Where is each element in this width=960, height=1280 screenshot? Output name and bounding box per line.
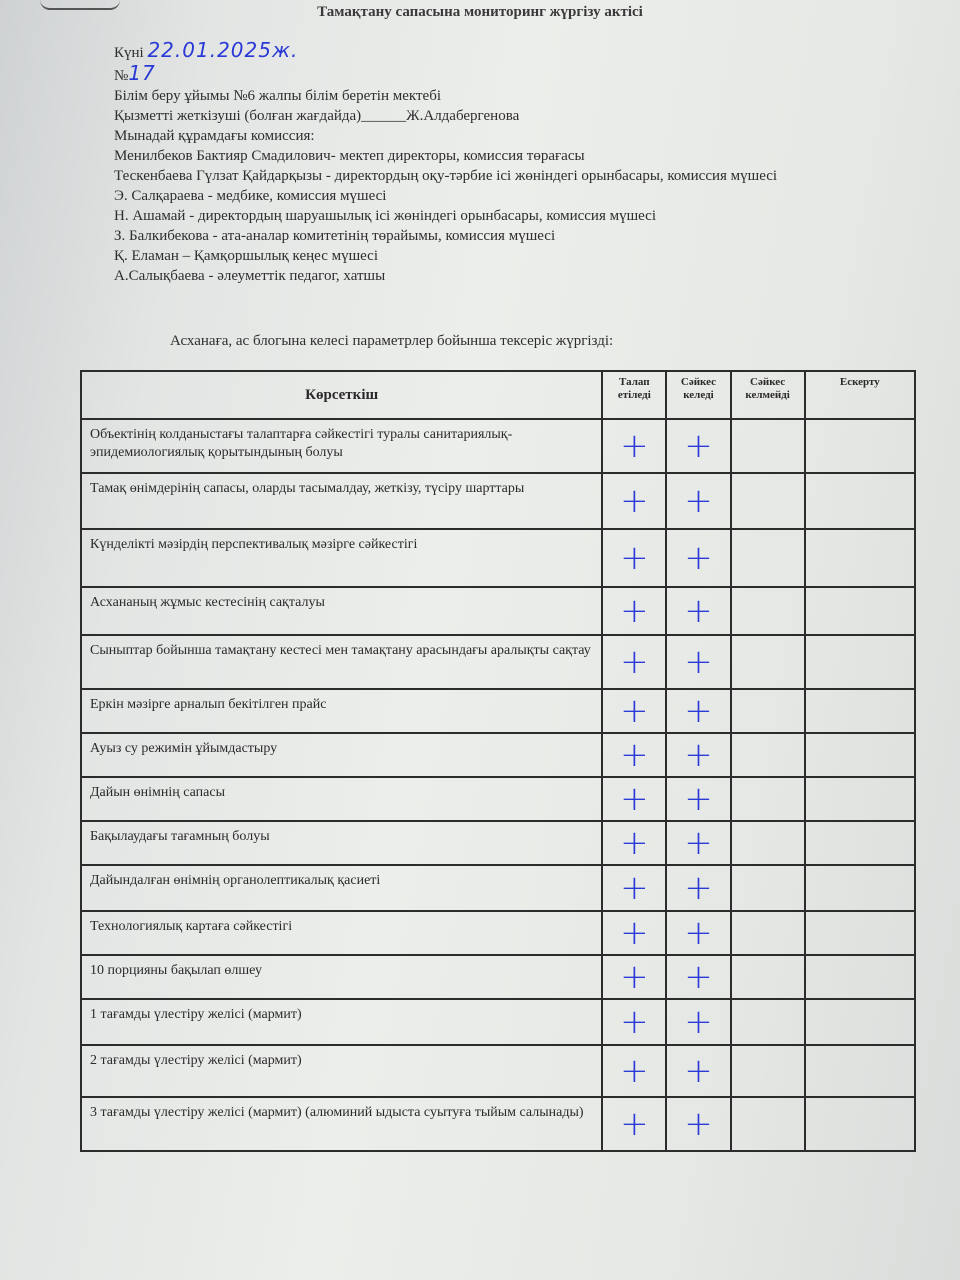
compliant-mark: + bbox=[666, 999, 730, 1045]
table-row bbox=[81, 777, 915, 821]
noncompliant-cell bbox=[731, 529, 805, 587]
required-mark: + bbox=[602, 821, 666, 865]
indicator-cell: 1 тағамды үлестіру желісі (мармит) bbox=[81, 999, 602, 1045]
noncompliant-cell bbox=[731, 955, 805, 999]
note-cell bbox=[805, 821, 915, 865]
note-cell bbox=[805, 587, 915, 635]
noncompliant-cell bbox=[731, 635, 805, 689]
inspection-intro: Асханаға, ас блогына келесі параметрлер бойынша тексеріс жүргізді: bbox=[170, 333, 614, 349]
required-mark: + bbox=[602, 529, 666, 587]
indicator-cell: Дайын өнімнің сапасы bbox=[81, 777, 602, 821]
indicator-cell: 10 порцияны бақылап өлшеу bbox=[81, 955, 602, 999]
table-row bbox=[81, 1097, 915, 1151]
table-row bbox=[81, 955, 915, 999]
note-cell bbox=[805, 689, 915, 733]
note-cell bbox=[805, 419, 915, 473]
required-mark: + bbox=[602, 1097, 666, 1151]
compliant-mark: + bbox=[666, 865, 730, 911]
number-label: № bbox=[114, 68, 129, 84]
required-mark: + bbox=[602, 587, 666, 635]
table-row bbox=[81, 473, 915, 529]
note-cell bbox=[805, 529, 915, 587]
commission-member: З. Балкибекова - ата-аналар комитетінің төрайымы, комиссия мүшесі bbox=[114, 228, 556, 244]
note-cell bbox=[805, 733, 915, 777]
table-row bbox=[81, 689, 915, 733]
indicator-cell: Асхананың жұмыс кестесінің сақталуы bbox=[81, 587, 602, 635]
commission-member: Тескенбаева Гүлзат Қайдарқызы - директордың оқу-тәрбие ісі жөніндегі орынбасары, комиссия мүшесі bbox=[114, 168, 778, 184]
compliant-mark: + bbox=[666, 911, 730, 955]
note-cell bbox=[805, 635, 915, 689]
required-mark: + bbox=[602, 777, 666, 821]
compliant-mark: + bbox=[666, 689, 730, 733]
compliant-mark: + bbox=[666, 955, 730, 999]
note-cell bbox=[805, 999, 915, 1045]
commission-member: Н. Ашамай - директордың шаруашылық ісі жөніндегі орынбасары, комиссия мүшесі bbox=[114, 208, 657, 224]
table-row bbox=[81, 419, 915, 473]
table-row bbox=[81, 865, 915, 911]
required-mark: + bbox=[602, 635, 666, 689]
table-row bbox=[81, 529, 915, 587]
required-mark: + bbox=[602, 911, 666, 955]
noncompliant-cell bbox=[731, 733, 805, 777]
noncompliant-cell bbox=[731, 587, 805, 635]
noncompliant-cell bbox=[731, 999, 805, 1045]
required-mark: + bbox=[602, 689, 666, 733]
document-header bbox=[114, 40, 874, 286]
commission-member: Менилбеков Бактияр Смадилович- мектеп директоры, комиссия төрағасы bbox=[114, 148, 585, 164]
number-line bbox=[114, 63, 874, 86]
provider-line bbox=[114, 106, 874, 126]
noncompliant-cell bbox=[731, 865, 805, 911]
compliant-mark: + bbox=[666, 419, 730, 473]
commission-member: Э. Салқараева - медбике, комиссия мүшесі bbox=[114, 188, 387, 204]
note-cell bbox=[805, 1097, 915, 1151]
table-row bbox=[81, 587, 915, 635]
table-row bbox=[81, 911, 915, 955]
header-compliant: Сәйкес келеді bbox=[666, 371, 730, 419]
noncompliant-cell bbox=[731, 1097, 805, 1151]
note-cell bbox=[805, 955, 915, 999]
required-mark: + bbox=[602, 955, 666, 999]
commission-member: А.Салықбаева - әлеуметтік педагог, хатшы bbox=[114, 268, 386, 284]
noncompliant-cell bbox=[731, 689, 805, 733]
table-row bbox=[81, 999, 915, 1045]
indicator-cell: 2 тағамды үлестіру желісі (мармит) bbox=[81, 1045, 602, 1097]
indicator-cell: Ауыз су режимін ұйымдастыру bbox=[81, 733, 602, 777]
note-cell bbox=[805, 865, 915, 911]
note-cell bbox=[805, 911, 915, 955]
indicator-cell: Күнделікті мәзірдің перспективалық мәзірге сәйкестігі bbox=[81, 529, 602, 587]
noncompliant-cell bbox=[731, 419, 805, 473]
header-required: Талап етіледі bbox=[602, 371, 666, 419]
date-line bbox=[114, 40, 874, 63]
note-cell bbox=[805, 777, 915, 821]
provider-label: Қызметті жеткізуші (болған жағдайда)______ bbox=[114, 108, 407, 124]
organization: Білім беру ұйымы №6 жалпы білім беретін мектебі bbox=[114, 88, 441, 104]
indicator-cell: 3 тағамды үлестіру желісі (мармит) (алюминий ыдыста суытуға тыйым салынады) bbox=[81, 1097, 602, 1151]
table-row bbox=[81, 821, 915, 865]
compliant-mark: + bbox=[666, 777, 730, 821]
indicator-cell: Сыныптар бойынша тамақтану кестесі мен тамақтану арасындағы аралықты сақтау bbox=[81, 635, 602, 689]
table-row bbox=[81, 1045, 915, 1097]
compliant-mark: + bbox=[666, 1097, 730, 1151]
note-cell bbox=[805, 473, 915, 529]
note-cell bbox=[805, 1045, 915, 1097]
inspection-table bbox=[80, 370, 916, 1152]
provider-value: Ж.Алдабергенова bbox=[406, 108, 520, 124]
indicator-cell: Тамақ өнімдерінің сапасы, оларды тасымалдау, жеткізу, түсіру шарттары bbox=[81, 473, 602, 529]
commission-intro: Мынадай құрамдағы комиссия: bbox=[114, 128, 315, 144]
compliant-mark: + bbox=[666, 473, 730, 529]
compliant-mark: + bbox=[666, 821, 730, 865]
table-row bbox=[81, 733, 915, 777]
required-mark: + bbox=[602, 999, 666, 1045]
table-row bbox=[81, 635, 915, 689]
header-noncompliant: Сәйкес келмейді bbox=[731, 371, 805, 419]
indicator-cell: Технологиялық картаға сәйкестігі bbox=[81, 911, 602, 955]
header-indicator: Көрсеткіш bbox=[81, 371, 602, 419]
table-header-row bbox=[81, 371, 915, 419]
header-note: Ескерту bbox=[805, 371, 915, 419]
compliant-mark: + bbox=[666, 529, 730, 587]
required-mark: + bbox=[602, 473, 666, 529]
indicator-cell: Объектінің колданыстағы талаптарға сәйкестігі туралы санитариялық-эпидемиологиялық қорытындының болуы bbox=[81, 419, 602, 473]
commission-member: Қ. Еламан – Қамқоршылық кеңес мүшесі bbox=[114, 248, 378, 264]
compliant-mark: + bbox=[666, 635, 730, 689]
noncompliant-cell bbox=[731, 1045, 805, 1097]
noncompliant-cell bbox=[731, 473, 805, 529]
noncompliant-cell bbox=[731, 911, 805, 955]
document-title: Тамақтану сапасына мониторинг жүргізу актісі bbox=[317, 4, 643, 20]
noncompliant-cell bbox=[731, 821, 805, 865]
compliant-mark: + bbox=[666, 587, 730, 635]
required-mark: + bbox=[602, 733, 666, 777]
required-mark: + bbox=[602, 1045, 666, 1097]
number-value: 17 bbox=[128, 61, 156, 85]
date-label: Күні bbox=[114, 45, 144, 61]
compliant-mark: + bbox=[666, 733, 730, 777]
indicator-cell: Еркін мәзірге арналып бекітілген прайс bbox=[81, 689, 602, 733]
indicator-cell: Бақылаудағы тағамның болуы bbox=[81, 821, 602, 865]
noncompliant-cell bbox=[731, 777, 805, 821]
table-body bbox=[81, 419, 915, 1151]
required-mark: + bbox=[602, 865, 666, 911]
indicator-cell: Дайындалған өнімнің органолептикалық қасиеті bbox=[81, 865, 602, 911]
date-value: 22.01.2025ж. bbox=[147, 38, 299, 62]
compliant-mark: + bbox=[666, 1045, 730, 1097]
required-mark: + bbox=[602, 419, 666, 473]
